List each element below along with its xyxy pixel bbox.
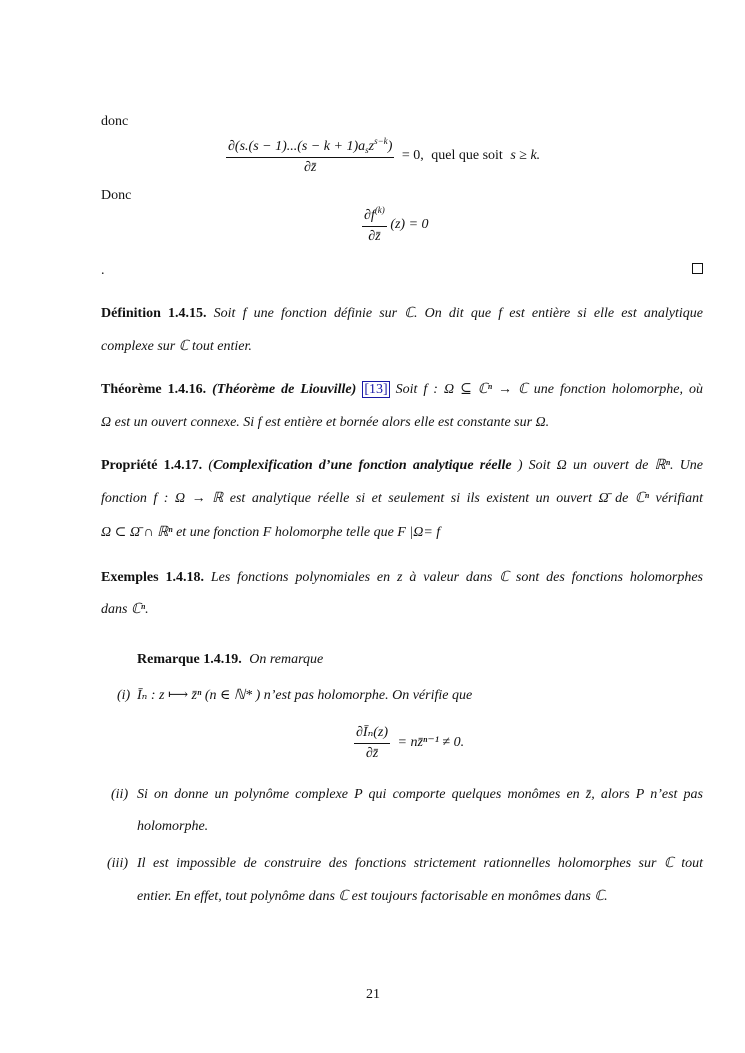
examples-label: Exemples 1.4.18. xyxy=(101,570,204,585)
definition-label: Définition 1.4.15. xyxy=(101,306,207,321)
property-line-3: Ω ⊂ Ω̄ ∩ ℝⁿ et une fonction F holomorphe telle que F |Ω= f xyxy=(101,525,441,540)
equation-1-fraction xyxy=(226,136,394,176)
equation-1-denominator: ∂z̄ xyxy=(303,160,317,175)
property-line-2: fonction f : Ω → ℝ est analytique réelle si et seulement si ils existent un ouvert Ω̄ de ℂⁿ vérifiant xyxy=(101,491,703,506)
equation-3-denominator: ∂z̄ xyxy=(365,746,379,761)
item-3-marker: (iii) xyxy=(107,856,128,871)
theorem-line-1 xyxy=(101,381,703,399)
equation-2-rhs: (z) = 0 xyxy=(390,217,429,233)
examples-line-1 xyxy=(101,569,703,587)
definition-line-1 xyxy=(101,305,703,323)
definition-line-2: complexe sur ℂ tout entier. xyxy=(101,339,252,354)
equation-1-numerator: $\partial(s.(s - 1)...(s - k + 1)a_sz^{s-k})$ xyxy=(226,136,394,158)
examples-line-2: dans ℂⁿ. xyxy=(101,602,149,617)
text-donc-2: Donc xyxy=(101,188,132,203)
definition-text-1: Soit f une fonction définie sur ℂ. On dit que f est entière si elle est analytique xyxy=(213,306,704,321)
equation-1 xyxy=(226,136,540,176)
text-donc: donc xyxy=(101,114,129,129)
equation-3-numerator: ∂Īₙ(z) xyxy=(354,724,390,744)
remark-label: Remarque 1.4.19. xyxy=(137,652,242,667)
equation-2 xyxy=(362,205,429,245)
page-number: 21 xyxy=(366,987,380,1002)
item-2-marker: (ii) xyxy=(111,787,129,802)
equation-3-fraction xyxy=(354,724,390,762)
theorem-text-1: Soit f : Ω ⊆ ℂⁿ → ℂ une fonction holomorphe, où xyxy=(395,382,703,397)
property-label: Propriété 1.4.17. xyxy=(101,458,203,473)
item-3-line-2: entier. En effet, tout polynôme dans ℂ est toujours factorisable en monômes dans ℂ. xyxy=(137,889,608,904)
item-2-line-2: holomorphe. xyxy=(137,819,209,834)
property-paren: ( xyxy=(208,458,214,473)
equation-2-fraction xyxy=(362,205,387,245)
theorem-name: (Théorème de Liouville) xyxy=(212,382,357,397)
equation-2-numerator: $\partial f^{(k)}$ xyxy=(362,205,387,227)
trailing-dot: . xyxy=(101,263,105,278)
qed-square-icon xyxy=(692,263,703,274)
remark-heading xyxy=(137,651,323,669)
item-3-line-1: Il est impossible de construire des fonctions strictement rationnelles holomorphes sur ℂ tout xyxy=(137,856,703,871)
item-1-marker: (i) xyxy=(117,688,131,703)
equation-1-condition-math: s ≥ k. xyxy=(510,148,541,164)
theorem-line-2: Ω est un ouvert connexe. Si f est entière et bornée alors elle est constante sur Ω. xyxy=(101,415,550,430)
theorem-label: Théorème 1.4.16. xyxy=(101,382,207,397)
equation-1-condition: quel que soit xyxy=(431,148,503,164)
examples-text-1: Les fonctions polynomiales en z à valeur dans ℂ sont des fonctions holomorphes xyxy=(210,570,704,585)
equation-3-rhs: = nz̄ⁿ⁻¹ ≠ 0. xyxy=(397,735,465,751)
equation-3 xyxy=(354,724,464,762)
equation-2-denominator: ∂z̄ xyxy=(368,229,381,244)
remark-intro: On remarque xyxy=(249,652,324,667)
item-2-line-1: Si on donne un polynôme complexe P qui comporte quelques monômes en z̄, alors P n’est pas xyxy=(137,787,703,802)
property-line-1 xyxy=(101,457,703,475)
equation-1-rhs: = 0, xyxy=(401,148,424,164)
citation-link[interactable]: [13] xyxy=(364,382,388,397)
item-1-text: Īₙ : z ⟼ z̄ⁿ (n ∈ ℕ* ) n’est pas holomorphe. On vérifie que xyxy=(137,688,473,703)
property-text-1: ) Soit Ω un ouvert de ℝⁿ. Une xyxy=(517,458,704,473)
property-name: Complexification d’une fonction analytique réelle xyxy=(213,458,512,473)
